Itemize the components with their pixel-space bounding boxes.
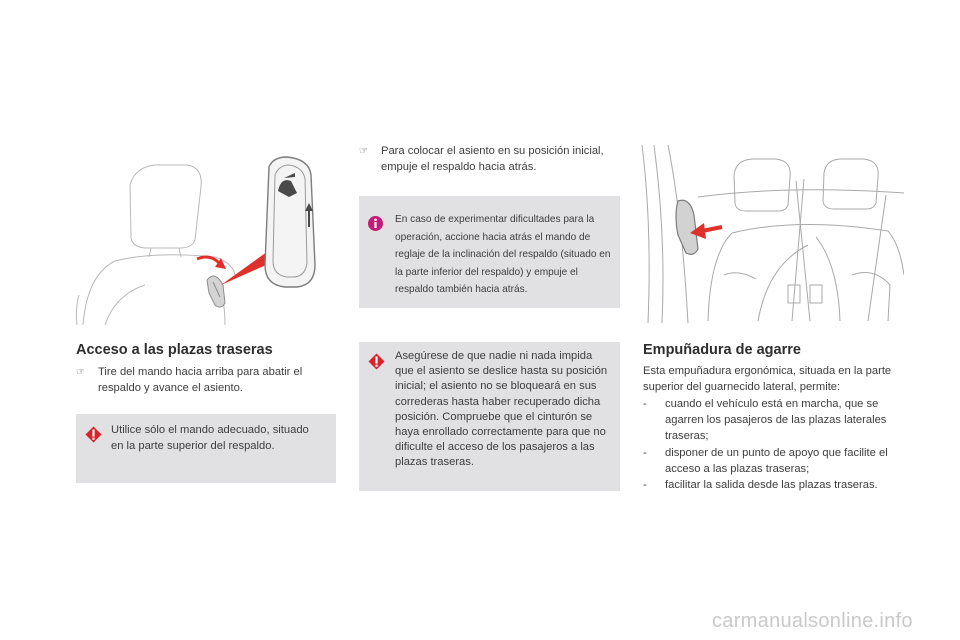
- reset-seat-instruction: [359, 143, 609, 175]
- list-item: - facilitar la salida desde las plazas traseras.: [643, 479, 878, 492]
- reset-seat-text: Para colocar el asiento en su posición inicial, empuje el respaldo hacia atrás.: [381, 145, 604, 174]
- list-item: - disponer de un punto de apoyo que facilite el acceso a las plazas traseras;: [643, 446, 888, 475]
- section-heading-rear-access: Acceso a las plazas traseras: [76, 342, 273, 358]
- info-text: En caso de experimentar dificultades para la operación, accione hacia atrás el mando de reglaje de la inclinación del respaldo (situado en la parte inferior del respaldo) y empuje el respaldo también hacia atrás.: [395, 214, 611, 295]
- warning-icon: [368, 353, 385, 370]
- grab-handle-illustration: [638, 145, 904, 323]
- rear-access-instruction: [76, 364, 338, 396]
- grab-handle-list: [643, 396, 911, 493]
- grab-handle-intro: Esta empuñadura ergonómica, situada en la parte superior del guarnecido lateral, permite:: [643, 365, 892, 394]
- arrow-bullet-icon: ☞: [359, 146, 368, 157]
- info-box: [359, 196, 620, 308]
- watermark-text: carmanualsonline.info: [712, 610, 913, 632]
- rear-access-text: Tire del mando hacia arriba para abatir el respaldo y avance el asiento.: [98, 366, 303, 395]
- warning-icon: [85, 426, 102, 443]
- section-heading-grab-handle: Empuñadura de agarre: [643, 342, 801, 358]
- warning-box-seat-lock: [359, 342, 620, 491]
- warning-box-lever: [76, 414, 336, 483]
- warning-text-seat-lock: Asegúrese de que nadie ni nada impida que el asiento se deslice hasta su posición inicial; el asiento no se bloqueará en sus correderas hasta haber recuperado dicha posición. Compruebe que el cinturón se haya enrollado correctamente para que no dificulte el acceso de los pasajeros a las plazas traseras.: [395, 350, 608, 469]
- warning-text-lever: Utilice sólo el mando adecuado, situado en la parte superior del respaldo.: [111, 424, 309, 453]
- info-icon: [368, 216, 383, 231]
- arrow-bullet-icon: ☞: [76, 367, 85, 378]
- seat-release-illustration: [75, 145, 337, 327]
- list-item: - cuando el vehículo está en marcha, que se agarren los pasajeros de las plazas laterales traseras;: [643, 398, 887, 443]
